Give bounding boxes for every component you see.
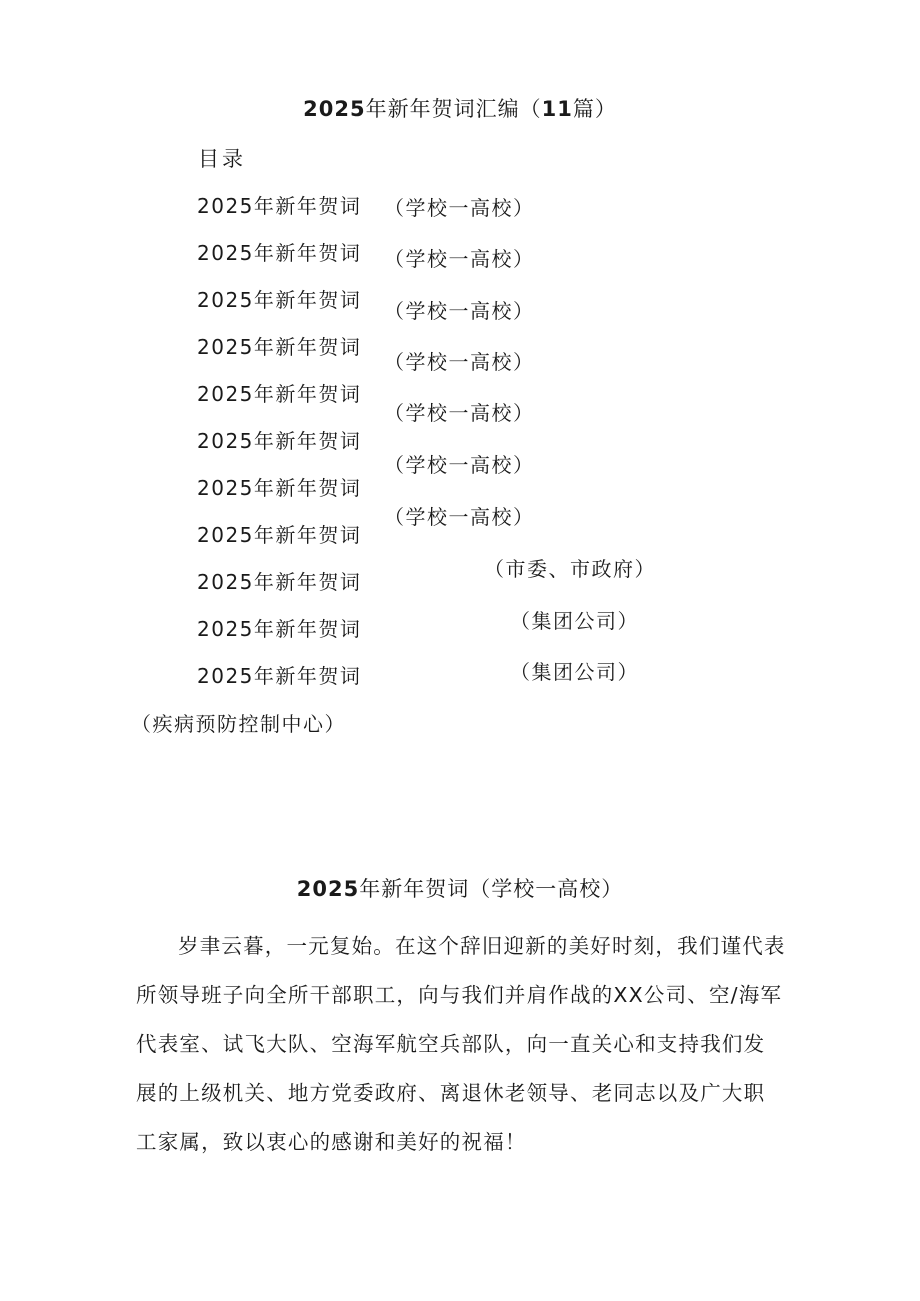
toc-entry-subtitle[interactable]: （疾病预防控制中心） [131, 712, 346, 736]
section-title-text: 年新年贺词（学校一高校） [359, 877, 624, 901]
toc-entry-subtitle[interactable]: （学校一高校） [384, 505, 535, 529]
document-title-count: 11 [541, 97, 573, 121]
toc-entry-title[interactable]: 2025年新年贺词 [197, 194, 362, 218]
section-title [0, 873, 920, 903]
toc-entry-title[interactable]: 2025年新年贺词 [197, 523, 362, 547]
toc-entry-title[interactable]: 2025年新年贺词 [197, 570, 362, 594]
toc-entry-subtitle[interactable]: （学校一高校） [384, 453, 535, 477]
toc-entry-subtitle[interactable]: （学校一高校） [384, 247, 535, 271]
toc-entry-subtitle[interactable]: （学校一高校） [384, 196, 535, 220]
document-title-year: 2025 [303, 97, 366, 121]
toc-entry-title[interactable]: 2025年新年贺词 [197, 617, 362, 641]
toc-entry-title[interactable]: 2025年新年贺词 [197, 335, 362, 359]
toc-entry-subtitle[interactable]: （集团公司） [510, 609, 639, 633]
toc-heading: 目录 [198, 147, 246, 171]
toc-entry-subtitle[interactable]: （学校一高校） [384, 401, 535, 425]
document-title-text: 年新年贺词汇编（ [365, 97, 542, 121]
toc-entry-subtitle[interactable]: （市委、市政府） [484, 557, 656, 581]
toc-entry-title[interactable]: 2025年新年贺词 [197, 288, 362, 312]
toc-entry-title[interactable]: 2025年新年贺词 [197, 429, 362, 453]
document-title-tail: 篇） [572, 97, 617, 121]
document-title [0, 93, 920, 123]
section-title-year: 2025 [296, 877, 360, 901]
toc-entry-title[interactable]: 2025年新年贺词 [197, 476, 362, 500]
toc-entry-title[interactable]: 2025年新年贺词 [197, 382, 362, 406]
toc-entry-title[interactable]: 2025年新年贺词 [197, 664, 362, 688]
body-paragraph: 岁聿云暮，一元复始。在这个辞旧迎新的美好时刻，我们谨代表所领导班子向全所干部职工，向与我们并肩作战的XX公司、空/海军代表室、试飞大队、空海军航空兵部队，向一直关心和支持我们发展的上级机关、地方党委政府、离退休老领导、老同志以及广大职工家属，致以衷心的感谢和美好的祝福！ [136, 934, 786, 1154]
toc-entry-title[interactable]: 2025年新年贺词 [197, 241, 362, 265]
toc-entry-subtitle[interactable]: （集团公司） [510, 660, 639, 684]
toc-entry-subtitle[interactable]: （学校一高校） [384, 299, 535, 323]
toc-entry-subtitle[interactable]: （学校一高校） [384, 350, 535, 374]
